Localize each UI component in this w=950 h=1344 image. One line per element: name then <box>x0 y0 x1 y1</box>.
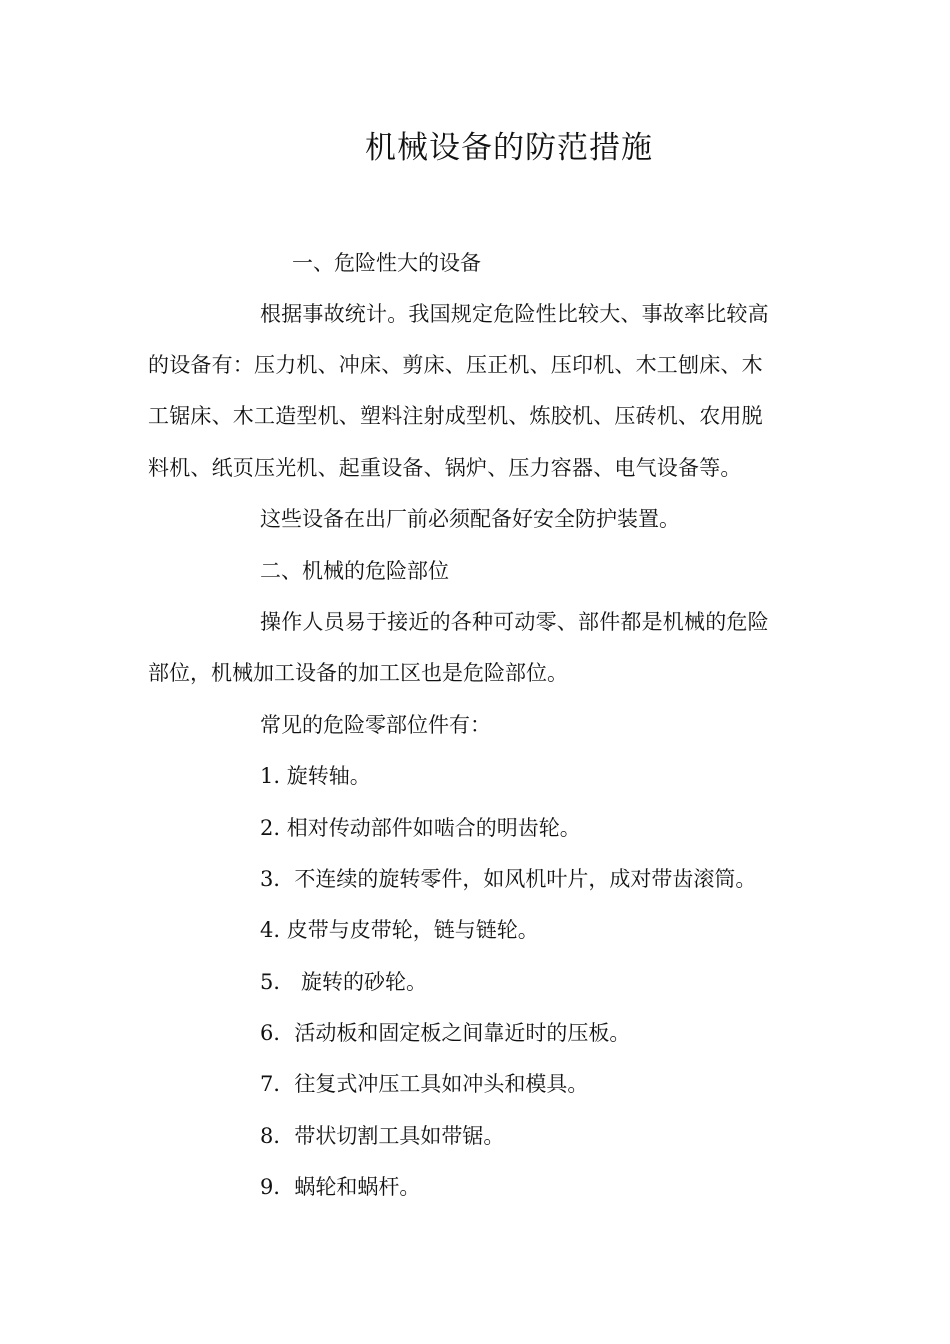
list-item: 3．不连续的旋转零件，如风机叶片，成对带齿滚筒。 <box>260 867 757 891</box>
section-heading-2: 二、机械的危险部位 <box>260 559 449 583</box>
section-heading-1: 一、危险性大的设备 <box>292 251 481 275</box>
list-item: 8．带状切割工具如带锯。 <box>260 1124 505 1148</box>
paragraph-line: 操作人员易于接近的各种可动零、部件都是机械的危险 <box>260 610 769 634</box>
list-item: 6．活动板和固定板之间靠近时的压板。 <box>260 1021 631 1045</box>
document-title: 机械设备的防范措施 <box>365 130 653 166</box>
list-item: 2. 相对传动部件如啮合的明齿轮。 <box>260 816 581 840</box>
list-item: 9．蜗轮和蜗杆。 <box>260 1175 421 1199</box>
paragraph-line: 的设备有：压力机、冲床、剪床、压正机、压印机、木工刨床、木 <box>148 353 763 377</box>
list-item: 4. 皮带与皮带轮，链与链轮。 <box>260 918 539 942</box>
paragraph-line: 常见的危险零部位件有： <box>260 713 491 737</box>
list-item: 1. 旋转轴。 <box>260 764 371 788</box>
paragraph-line: 根据事故统计。我国规定危险性比较大、事故率比较高 <box>260 302 769 326</box>
list-item: 7．往复式冲压工具如冲头和模具。 <box>260 1072 589 1096</box>
list-item: 5． 旋转的砂轮。 <box>260 970 428 994</box>
paragraph-line: 部位，机械加工设备的加工区也是危险部位。 <box>148 661 568 685</box>
paragraph-line: 这些设备在出厂前必须配备好安全防护装置。 <box>260 507 680 531</box>
paragraph-line: 工锯床、木工造型机、塑料注射成型机、炼胶机、压砖机、农用脱 <box>148 404 763 428</box>
paragraph-line: 料机、纸页压光机、起重设备、锅炉、压力容器、电气设备等。 <box>148 456 742 480</box>
